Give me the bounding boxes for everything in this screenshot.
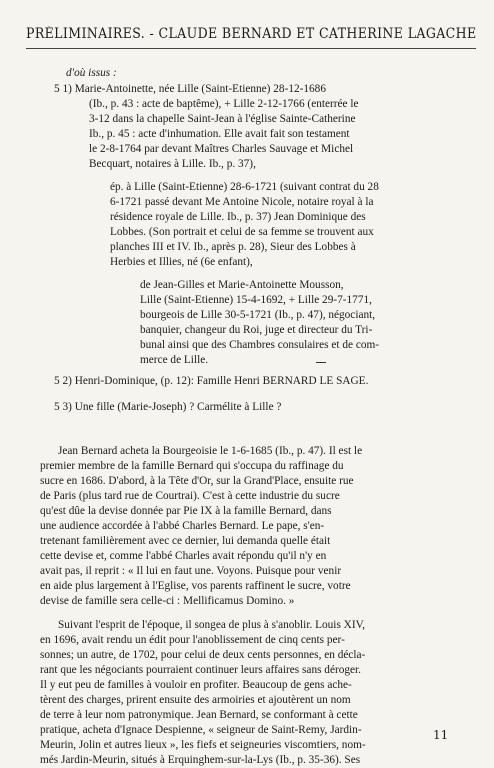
entry1c-line: de Jean-Gilles et Marie-Antoinette Mousson, (140, 279, 344, 291)
para2-line: de terre à leur nom patronymique. Jean Bernard, se conformant à cette (40, 709, 358, 721)
para1-line: avait pas, il reprit : « Il lui en faut une. Voyons. Puisque pour venir (40, 565, 342, 577)
running-header: PRÉLIMINAIRES. - CLAUDE BERNARD ET CATHERINE LAGACHE (26, 26, 477, 42)
para1-line: en aide plus largement à l'Eglise, vos parents raffinent le sucre, votre (40, 580, 351, 592)
para1-line: de Paris (plus tard rue de Courtrai). C'est à cette industrie du sucre (40, 490, 340, 502)
entry2-line: 5 2) Henri-Dominique, (p. 12): Famille Henri BERNARD LE SAGE. (54, 375, 369, 387)
entry1b-line: résidence royale de Lille. Ib., p. 37) Jean Dominique des (110, 211, 366, 223)
entry1-line: (Ib., p. 43 : acte de baptême), + Lille 2-12-1766 (enterrée le (89, 98, 359, 110)
entry1-line: le 2-8-1764 par devant Maîtres Charles Sauvage et Michel (89, 143, 354, 155)
entry3-line: 5 3) Une fille (Marie-Joseph) ? Carmélite à Lille ? (54, 401, 282, 413)
para1-line: devise de famille sera celle-ci : Mellificamus Domino. » (40, 595, 295, 607)
entry1b-line: ép. à Lille (Saint-Etienne) 28-6-1721 (suivant contrat du 28 (110, 181, 379, 193)
separator-dash (316, 362, 326, 363)
para2-line: Meurin, Jolin et autres lieux », les fiefs et seigneuries viscomtiers, nom- (40, 739, 366, 751)
entry1-line: 3-12 dans la chapelle Saint-Jean à l'église Sainte-Catherine (89, 113, 356, 125)
entry1-line: Ib., p. 45 : acte d'inhumation. Elle avait fait son testament (89, 128, 350, 140)
para1-line: tretenant familièrement avec ce dernier, lui demanda quelle était (40, 535, 331, 547)
page-number: 11 (433, 728, 449, 742)
entry1c-line: bunal ainsi que des Chambres consulaires et de com- (140, 339, 380, 351)
entry1b-line: 6-1721 passé devant Me Antoine Nicole, notaire royal à la (110, 196, 374, 208)
entry1c-line: bourgeois de Lille 30-5-1721 (Ib., p. 47), négociant, (140, 309, 376, 321)
para1-line: Jean Bernard acheta la Bourgeoisie le 1-6-1685 (Ib., p. 47). Il est le (58, 445, 363, 457)
para2-line: rant que les négociants pourraient continuer leurs affaires sans déroger. (40, 664, 362, 676)
entry1-line: 5 1) Marie-Antoinette, née Lille (Saint-Etienne) 28-12-1686 (54, 83, 326, 95)
entry1c-line: merce de Lille. (140, 354, 209, 366)
para1-line: qu'est dûe la devise donnée par Pie IX à la famille Bernard, dans (40, 505, 332, 517)
para2-line: Il y eut peu de familles à vouloir en profiter. Beaucoup de gens ache- (40, 679, 352, 691)
para2-line: sonnes; un autre, de 1702, pour celui de deux cents personnes, en décla- (40, 649, 366, 661)
para1-line: premier membre de la famille Bernard qui s'occupa du raffinage du (40, 460, 344, 472)
para1-line: sucre en 1686. D'abord, à la Tête d'Or, sur la Grand'Place, ensuite rue (40, 475, 354, 487)
entry1b-line: planches III et IV. Ib., après p. 28), Sieur des Lobbes à (110, 241, 356, 253)
para2-line: pratique, acheta d'Ignace Despienne, « seigneur de Saint-Remy, Jardin- (40, 724, 362, 736)
entry1b-line: Lobbes. (Son portrait et celui de sa femme se trouvent aux (110, 226, 374, 238)
para1-line: une audience accordée à l'abbé Charles Bernard. Le pape, s'en- (40, 520, 325, 532)
entry1c-line: Lille (Saint-Etienne) 15-4-1692, + Lille 29-7-1771, (140, 294, 372, 306)
para2-line: tèrent des charges, prirent ensuite des armoiries et ajoutèrent un nom (40, 694, 351, 706)
intro-line: d'où issus : (66, 67, 117, 79)
entry1b-line: Herbies et Illies, né (6e enfant), (110, 256, 253, 268)
entry1-line: Becquart, notaires à Lille. Ib., p. 37), (89, 158, 256, 170)
entry1c-line: banquier, changeur du Roi, juge et directeur du Tri- (140, 324, 373, 336)
para2-line: Suivant l'esprit de l'époque, il songea de plus à s'anoblir. Louis XIV, (58, 619, 366, 631)
para2-line: en 1696, avait rendu un édit pour l'anoblissement de cinq cents per- (40, 634, 345, 646)
para2-line: més Jardin-Meurin, situés à Erquinghem-sur-la-Lys (Ib., p. 35-36). Ses (40, 754, 361, 766)
para1-line: cette devise et, comme l'abbé Charles avait répondu qu'il n'y en (40, 550, 327, 562)
header-rule (26, 48, 476, 49)
